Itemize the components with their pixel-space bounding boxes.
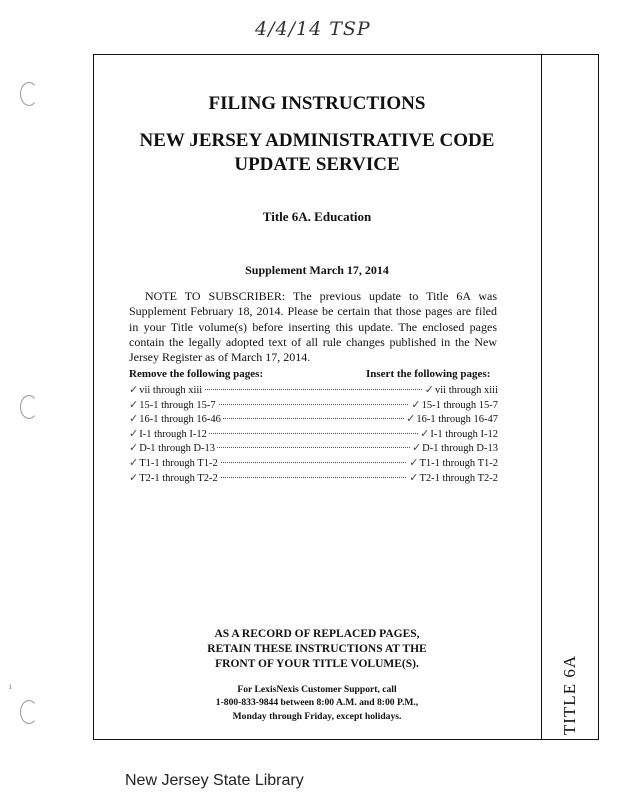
page-row <box>129 383 498 398</box>
insert-range: T1-1 through T1-2 <box>419 457 498 469</box>
checkmark-icon: ✓ <box>129 384 139 396</box>
checkmark-icon: ✓ <box>129 398 139 411</box>
customer-support <box>93 683 541 723</box>
page-row <box>129 412 498 427</box>
remove-header: Remove the following pages: <box>129 368 264 380</box>
checkmark-icon: ✓ <box>129 471 139 484</box>
record-line: RETAIN THESE INSTRUCTIONS AT THE <box>207 643 427 655</box>
remove-range: T2-1 through T2-2 <box>139 472 218 484</box>
title-subject: Title 6A. Education <box>262 209 372 224</box>
record-line: AS A RECORD OF REPLACED PAGES, <box>214 628 420 640</box>
scan-mark: ı <box>9 681 12 691</box>
support-phone: 1-800-833-9844 between 8:00 A.M. and 8:00 P.M., <box>215 697 419 709</box>
checkmark-icon: ✓ <box>129 456 139 469</box>
insert-range: I-1 through I-12 <box>430 428 498 440</box>
page-title: FILING INSTRUCTIONS <box>208 93 426 114</box>
remove-range: 16-1 through 16-46 <box>139 414 221 426</box>
record-line: FRONT OF YOUR TITLE VOLUME(S). <box>215 658 419 670</box>
insert-range: T2-1 through T2-2 <box>419 472 498 484</box>
side-tab-label: TITLE 6A <box>560 654 579 736</box>
binder-hole <box>20 82 38 106</box>
insert-range: 15-1 through 15-7 <box>421 399 498 411</box>
page-row <box>129 441 498 456</box>
checkmark-icon: ✓ <box>420 427 430 440</box>
supplement-date: Supplement March 17, 2014 <box>245 263 389 277</box>
library-stamp: New Jersey State Library <box>125 772 304 789</box>
insert-range: D-1 through D-13 <box>422 443 498 455</box>
checkmark-icon: ✓ <box>129 427 139 440</box>
remove-range: 15-1 through 15-7 <box>139 399 216 411</box>
checkmark-icon: ✓ <box>406 413 416 426</box>
insert-header: Insert the following pages: <box>366 368 491 380</box>
page-row <box>129 398 498 413</box>
checkmark-icon: ✓ <box>129 442 139 455</box>
checkmark-icon: ✓ <box>411 442 422 455</box>
remove-range: D-1 through D-13 <box>139 443 216 455</box>
binder-hole <box>20 395 38 419</box>
side-tab <box>541 54 599 740</box>
insert-range: vii through xiii <box>435 385 498 396</box>
subscriber-note: NOTE TO SUBSCRIBER: The previous update to Title 6A was Supplement February 18, 2014. Please be certain that those pages are filed in your Title volume(s) before inserting this update. The enclosed pages contain the legally adopted text of all rule changes published in the New Jersey Register as of March 17, 2014. <box>129 289 497 365</box>
remove-range: T1-1 through T1-2 <box>139 457 218 469</box>
checkmark-icon: ✓ <box>424 384 434 396</box>
page-row <box>129 427 498 442</box>
support-line: For LexisNexis Customer Support, call <box>237 684 397 695</box>
checkmark-icon: ✓ <box>129 413 139 426</box>
page-row <box>129 456 498 471</box>
record-instructions <box>93 627 541 672</box>
binder-hole <box>20 700 38 724</box>
code-subtitle: UPDATE SERVICE <box>234 154 400 175</box>
page-row <box>129 471 498 486</box>
checkmark-icon: ✓ <box>411 398 421 411</box>
insert-range: 16-1 through 16-47 <box>416 414 498 426</box>
checkmark-icon: ✓ <box>409 471 419 484</box>
remove-range: I-1 through I-12 <box>139 428 207 440</box>
remove-range: vii through xiii <box>139 385 203 396</box>
support-hours: Monday through Friday, except holidays. <box>232 710 402 722</box>
code-title: NEW JERSEY ADMINISTRATIVE CODE <box>139 130 495 151</box>
checkmark-icon: ✓ <box>409 456 419 469</box>
handwritten-date-annotation: 4/4/14 TSP <box>255 18 371 40</box>
page-list <box>129 383 498 485</box>
